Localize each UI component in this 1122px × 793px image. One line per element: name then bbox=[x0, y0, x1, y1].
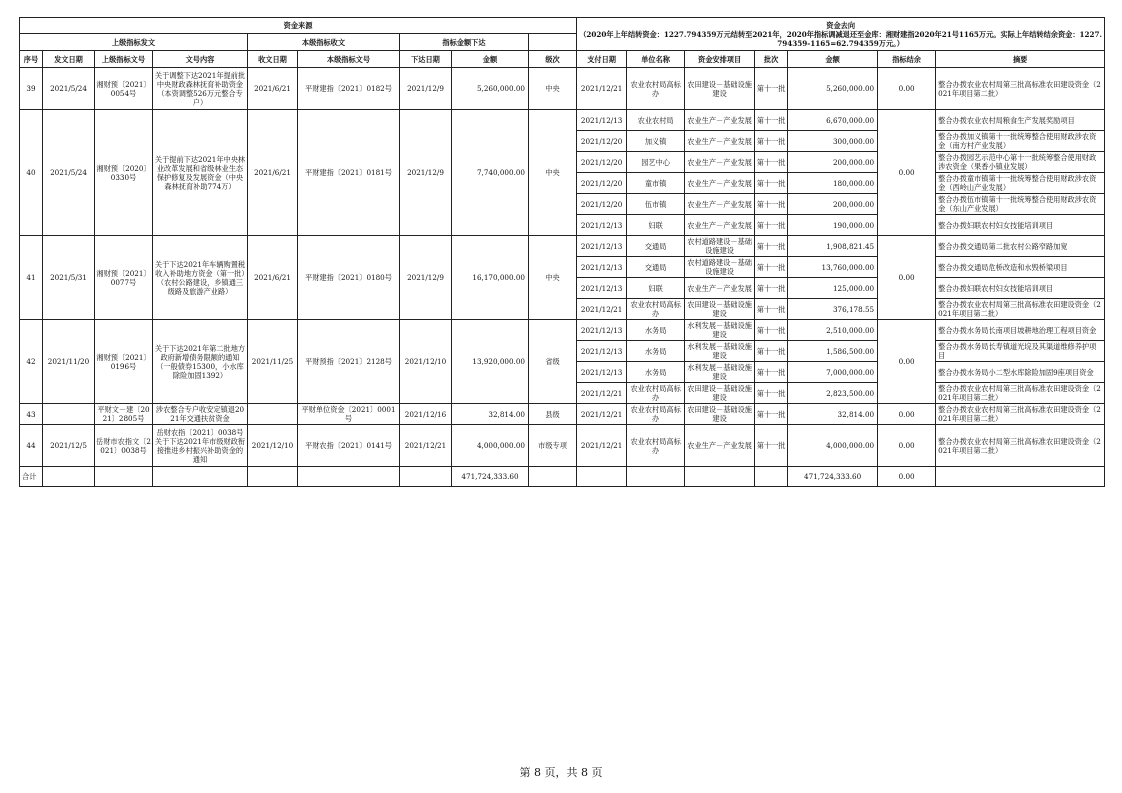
issue-date-cell: 2021/12/9 bbox=[400, 236, 452, 320]
batch-cell: 第十一批 bbox=[755, 362, 788, 383]
project-cell: 农田建设－基础设施建设 bbox=[685, 299, 755, 320]
local-doc-no-cell: 平财单位资金〔2021〕0001号 bbox=[298, 404, 400, 425]
unit-cell: 加义镇 bbox=[627, 131, 685, 152]
batch-cell: 第十一批 bbox=[755, 299, 788, 320]
batch-cell: 第十一批 bbox=[755, 68, 788, 110]
seq-cell: 44 bbox=[20, 425, 43, 467]
level-cell: 中央 bbox=[529, 236, 577, 320]
project-cell: 农业生产－产业发展 bbox=[685, 215, 755, 236]
unit-cell: 农业农村局高标办 bbox=[627, 404, 685, 425]
batch-cell: 第十一批 bbox=[755, 152, 788, 173]
summary-cell: 整合办拨妇联农村妇女技能培训项目 bbox=[936, 215, 1105, 236]
local-doc-no-cell: 平财农指〔2021〕0141号 bbox=[298, 425, 400, 467]
issue-date-cell: 2021/12/16 bbox=[400, 404, 452, 425]
batch-cell: 第十一批 bbox=[755, 278, 788, 299]
upper-doc-no-cell: 湘财预〔2021〕0077号 bbox=[95, 236, 153, 320]
doc-date-cell: 2021/5/24 bbox=[43, 68, 95, 110]
batch-cell: 第十一批 bbox=[755, 173, 788, 194]
source-title: 资金来源 bbox=[20, 18, 577, 34]
balance-cell: 0.00 bbox=[878, 68, 936, 110]
empty-cell bbox=[248, 467, 298, 487]
pay-amount-cell: 1,586,500.00 bbox=[788, 341, 878, 362]
summary-cell: 整合办拨农业农村局第三批高标准农田建设资金（2021年项目第二批） bbox=[936, 299, 1105, 320]
col-upper-doc-no: 上级指标文号 bbox=[95, 51, 153, 68]
pay-date-cell: 2021/12/21 bbox=[577, 425, 627, 467]
summary-cell: 整合办拨伍市镇第十一批统筹整合使用财政涉农资金（东山产业发展） bbox=[936, 194, 1105, 215]
pay-amount-cell: 32,814.00 bbox=[788, 404, 878, 425]
dest-title-cell bbox=[577, 18, 1105, 51]
col-amount: 金额 bbox=[452, 51, 529, 68]
local-group-header: 本级指标收文 bbox=[248, 34, 400, 51]
empty-cell bbox=[153, 467, 248, 487]
pay-date-cell: 2021/12/13 bbox=[577, 257, 627, 278]
doc-content-cell: 岳财农指〔2021〕0038号关于下达2021年市级财政衔接推进乡村振兴补助资金的通知 bbox=[153, 425, 248, 467]
level-cell: 县级 bbox=[529, 404, 577, 425]
dest-title: 资金去向 bbox=[826, 20, 856, 30]
pay-date-cell: 2021/12/20 bbox=[577, 152, 627, 173]
col-summary: 摘要 bbox=[936, 51, 1105, 68]
pay-date-cell: 2021/12/20 bbox=[577, 173, 627, 194]
project-cell: 水利发展－基础设施建设 bbox=[685, 362, 755, 383]
level-cell: 市级专项 bbox=[529, 425, 577, 467]
project-cell: 农田建设－基础设施建设 bbox=[685, 404, 755, 425]
batch-cell: 第十一批 bbox=[755, 383, 788, 404]
col-issue-date: 下达日期 bbox=[400, 51, 452, 68]
summary-cell: 整合办拨农业农村局第三批高标准农田建设资金（2021年项目第二批） bbox=[936, 383, 1105, 404]
batch-cell: 第十一批 bbox=[755, 194, 788, 215]
pay-date-cell: 2021/12/13 bbox=[577, 110, 627, 131]
level-cell: 中央 bbox=[529, 110, 577, 236]
pay-date-cell: 2021/12/13 bbox=[577, 341, 627, 362]
recv-date-cell: 2021/11/25 bbox=[248, 320, 298, 404]
balance-cell: 0.00 bbox=[878, 425, 936, 467]
balance-cell: 0.00 bbox=[878, 320, 936, 404]
batch-cell: 第十一批 bbox=[755, 110, 788, 131]
batch-cell: 第十一批 bbox=[755, 257, 788, 278]
unit-cell: 农业农村局高标办 bbox=[627, 383, 685, 404]
pay-date-cell: 2021/12/21 bbox=[577, 299, 627, 320]
empty-cell bbox=[577, 467, 627, 487]
seq-cell: 39 bbox=[20, 68, 43, 110]
pay-date-cell: 2021/12/20 bbox=[577, 194, 627, 215]
unit-cell: 农业农村局高标办 bbox=[627, 299, 685, 320]
table-row bbox=[20, 68, 1105, 110]
pay-amount-cell: 125,000.00 bbox=[788, 278, 878, 299]
page-footer: 第 8 页，共 8 页 bbox=[519, 766, 603, 779]
summary-cell: 整合办拨水务局小二型水库除险加固9座项目资金 bbox=[936, 362, 1105, 383]
pay-amount-cell: 200,000.00 bbox=[788, 152, 878, 173]
empty-cell bbox=[95, 467, 153, 487]
summary-cell: 整合办拨水务局长寿镇道光垸及其渠道维修养护项目 bbox=[936, 341, 1105, 362]
level-cell: 省级 bbox=[529, 320, 577, 404]
summary-cell: 整合办拨童市镇第十一批统筹整合使用财政涉农资金（西岭山产业发展） bbox=[936, 173, 1105, 194]
col-batch: 批次 bbox=[755, 51, 788, 68]
recv-date-cell bbox=[248, 404, 298, 425]
doc-date-cell: 2021/11/20 bbox=[43, 320, 95, 404]
unit-cell: 伍市镇 bbox=[627, 194, 685, 215]
unit-cell: 园艺中心 bbox=[627, 152, 685, 173]
summary-cell: 整合办拨园艺示范中心第十一批统筹整合使用财政涉农资金（果香小镇业发展） bbox=[936, 152, 1105, 173]
project-cell: 农业生产－产业发展 bbox=[685, 194, 755, 215]
issue-date-cell: 2021/12/9 bbox=[400, 68, 452, 110]
project-cell: 农村道路建设－基础设施建设 bbox=[685, 236, 755, 257]
project-cell: 农业生产－产业发展 bbox=[685, 278, 755, 299]
balance-cell: 0.00 bbox=[878, 110, 936, 236]
doc-content-cell: 关于调整下达2021年提前批中央财政森林抚育补助资金（本资调整526万元整合专户） bbox=[153, 68, 248, 110]
col-local-doc-no: 本级指标文号 bbox=[298, 51, 400, 68]
seq-cell: 42 bbox=[20, 320, 43, 404]
amount-cell: 16,170,000.00 bbox=[452, 236, 529, 320]
pay-amount-cell: 200,000.00 bbox=[788, 194, 878, 215]
project-cell: 水利发展－基础设施建设 bbox=[685, 341, 755, 362]
pay-amount-cell: 7,000,000.00 bbox=[788, 362, 878, 383]
total-balance: 0.00 bbox=[878, 467, 936, 487]
batch-cell: 第十一批 bbox=[755, 131, 788, 152]
summary-cell: 整合办拨农业农村局第三批高标准农田建设资金（2021年项目第二批） bbox=[936, 404, 1105, 425]
pay-amount-cell: 300,000.00 bbox=[788, 131, 878, 152]
doc-content-cell: 关于提前下达2021年中央林业改革发展和省级林业生态保护修复及发展资金（中央森林抚育补助774万） bbox=[153, 110, 248, 236]
upper-doc-no-cell: 湘财预〔2021〕0054号 bbox=[95, 68, 153, 110]
pay-date-cell: 2021/12/21 bbox=[577, 383, 627, 404]
batch-cell: 第十一批 bbox=[755, 425, 788, 467]
recv-date-cell: 2021/6/21 bbox=[248, 236, 298, 320]
doc-date-cell: 2021/5/31 bbox=[43, 236, 95, 320]
empty-cell bbox=[529, 467, 577, 487]
seq-cell: 41 bbox=[20, 236, 43, 320]
project-cell: 农业生产－产业发展 bbox=[685, 110, 755, 131]
funds-table bbox=[19, 17, 1105, 487]
level-cell: 中央 bbox=[529, 68, 577, 110]
summary-cell: 整合办拨妇联农村妇女技能培训项目 bbox=[936, 278, 1105, 299]
batch-cell: 第十一批 bbox=[755, 236, 788, 257]
amount-group-header: 指标金额下达 bbox=[400, 34, 529, 51]
total-row bbox=[20, 467, 1105, 487]
empty-cell bbox=[298, 467, 400, 487]
empty-cell bbox=[685, 467, 755, 487]
col-doc-date: 发文日期 bbox=[43, 51, 95, 68]
pay-date-cell: 2021/12/20 bbox=[577, 131, 627, 152]
balance-cell: 0.00 bbox=[878, 404, 936, 425]
summary-cell: 整合办拨加义镇第十一批统筹整合使用财政涉农资金（南方村产业发展） bbox=[936, 131, 1105, 152]
summary-cell: 整合办拨水务局长南项目坡耕地治理工程项目资金 bbox=[936, 320, 1105, 341]
table-row bbox=[20, 404, 1105, 425]
pay-date-cell: 2021/12/13 bbox=[577, 362, 627, 383]
unit-cell: 水务局 bbox=[627, 341, 685, 362]
seq-cell: 43 bbox=[20, 404, 43, 425]
pay-amount-cell: 13,760,000.00 bbox=[788, 257, 878, 278]
amount-cell: 32,814.00 bbox=[452, 404, 529, 425]
unit-cell: 交通局 bbox=[627, 257, 685, 278]
pay-amount-cell: 376,178.55 bbox=[788, 299, 878, 320]
doc-content-cell: 涉农整合专户收安定镇退2021年交通扶贫资金 bbox=[153, 404, 248, 425]
local-doc-no-cell: 平财预指〔2021〕2128号 bbox=[298, 320, 400, 404]
col-seq: 序号 bbox=[20, 51, 43, 68]
project-cell: 水利发展－基础设施建设 bbox=[685, 320, 755, 341]
project-cell: 农业生产－产业发展 bbox=[685, 152, 755, 173]
pay-amount-cell: 5,260,000.00 bbox=[788, 68, 878, 110]
pay-date-cell: 2021/12/21 bbox=[577, 68, 627, 110]
doc-date-cell: 2021/5/24 bbox=[43, 110, 95, 236]
summary-cell: 整合办拨交通局危桥改造和水毁桥梁项目 bbox=[936, 257, 1105, 278]
pay-date-cell: 2021/12/13 bbox=[577, 215, 627, 236]
doc-date-cell: 2021/12/5 bbox=[43, 425, 95, 467]
col-doc-content: 文号内容 bbox=[153, 51, 248, 68]
project-cell: 农村道路建设－基础设施建设 bbox=[685, 257, 755, 278]
issue-date-cell: 2021/12/9 bbox=[400, 110, 452, 236]
pay-date-cell: 2021/12/13 bbox=[577, 236, 627, 257]
balance-cell: 0.00 bbox=[878, 236, 936, 320]
project-cell: 农业生产－产业发展 bbox=[685, 173, 755, 194]
batch-cell: 第十一批 bbox=[755, 320, 788, 341]
issue-date-cell: 2021/12/21 bbox=[400, 425, 452, 467]
doc-date-cell bbox=[43, 404, 95, 425]
empty-cell bbox=[936, 467, 1105, 487]
empty-cell bbox=[400, 467, 452, 487]
local-doc-no-cell: 平财建指〔2021〕0182号 bbox=[298, 68, 400, 110]
recv-date-cell: 2021/6/21 bbox=[248, 68, 298, 110]
table-row bbox=[20, 110, 1105, 131]
total-pay-amount: 471,724,333.60 bbox=[788, 467, 878, 487]
empty-cell bbox=[43, 467, 95, 487]
batch-cell: 第十一批 bbox=[755, 404, 788, 425]
unit-cell: 水务局 bbox=[627, 362, 685, 383]
col-level: 级次 bbox=[529, 51, 577, 68]
summary-cell: 整合办拨农业农村局粮食生产发展奖励项目 bbox=[936, 110, 1105, 131]
pay-amount-cell: 2,510,000.00 bbox=[788, 320, 878, 341]
upper-doc-no-cell: 湘财预〔2020〕0330号 bbox=[95, 110, 153, 236]
unit-cell: 农业农村局高标办 bbox=[627, 68, 685, 110]
empty-cell bbox=[755, 467, 788, 487]
issue-date-cell: 2021/12/10 bbox=[400, 320, 452, 404]
doc-content-cell: 关于下达2021年第二批地方政府新增债务限额的通知（一般债券15300，小水库除险加固1392） bbox=[153, 320, 248, 404]
col-project: 资金安排项目 bbox=[685, 51, 755, 68]
pay-amount-cell: 190,000.00 bbox=[788, 215, 878, 236]
project-cell: 农田建设－基础设施建设 bbox=[685, 383, 755, 404]
unit-cell: 交通局 bbox=[627, 236, 685, 257]
pay-amount-cell: 180,000.00 bbox=[788, 173, 878, 194]
pay-date-cell: 2021/12/13 bbox=[577, 278, 627, 299]
upper-doc-no-cell: 平财文－建〔2021〕2805号 bbox=[95, 404, 153, 425]
unit-cell: 农业农村局 bbox=[627, 110, 685, 131]
pay-date-cell: 2021/12/13 bbox=[577, 320, 627, 341]
col-pay-date: 支付日期 bbox=[577, 51, 627, 68]
recv-date-cell: 2021/6/21 bbox=[248, 110, 298, 236]
table-row bbox=[20, 320, 1105, 341]
doc-content-cell: 关于下达2021年车辆购置税收入补助地方资金（第一批）（农村公路建设，乡镇通三级路及旅游产业路） bbox=[153, 236, 248, 320]
project-cell: 农业生产－产业发展 bbox=[685, 425, 755, 467]
upper-group-header: 上级指标发文 bbox=[20, 34, 248, 51]
col-unit: 单位名称 bbox=[627, 51, 685, 68]
recv-date-cell: 2021/12/10 bbox=[248, 425, 298, 467]
table-body bbox=[20, 68, 1105, 487]
col-balance: 指标结余 bbox=[878, 51, 936, 68]
pay-amount-cell: 2,823,500.00 bbox=[788, 383, 878, 404]
amount-cell: 13,920,000.00 bbox=[452, 320, 529, 404]
empty-cell bbox=[627, 467, 685, 487]
project-cell: 农田建设－基础设施建设 bbox=[685, 68, 755, 110]
seq-cell: 40 bbox=[20, 110, 43, 236]
amount-cell: 7,740,000.00 bbox=[452, 110, 529, 236]
dest-note: （2020年上年结转资金：1227.794359万元结转至2021年，2020年指标调减退还至金库：湘财建指2020年21号1165万元。实际上年结转结余资金：1227.794359-1165=62.794359万元。） bbox=[579, 29, 1103, 48]
batch-cell: 第十一批 bbox=[755, 341, 788, 362]
amount-cell: 5,260,000.00 bbox=[452, 68, 529, 110]
unit-cell: 农业农村局高标办 bbox=[627, 425, 685, 467]
pay-date-cell: 2021/12/21 bbox=[577, 404, 627, 425]
batch-cell: 第十一批 bbox=[755, 215, 788, 236]
unit-cell: 妇联 bbox=[627, 215, 685, 236]
unit-cell: 水务局 bbox=[627, 320, 685, 341]
blank-header bbox=[529, 34, 577, 51]
col-recv-date: 收文日期 bbox=[248, 51, 298, 68]
table-row bbox=[20, 425, 1105, 467]
project-cell: 农业生产－产业发展 bbox=[685, 131, 755, 152]
pay-amount-cell: 6,670,000.00 bbox=[788, 110, 878, 131]
col-pay-amount: 金额 bbox=[788, 51, 878, 68]
summary-cell: 整合办拨农业农村局第三批高标准农田建设资金（2021年项目第二批） bbox=[936, 425, 1105, 467]
unit-cell: 妇联 bbox=[627, 278, 685, 299]
pay-amount-cell: 4,000,000.00 bbox=[788, 425, 878, 467]
amount-cell: 4,000,000.00 bbox=[452, 425, 529, 467]
total-label: 合计 bbox=[20, 467, 43, 487]
summary-cell: 整合办拨农业农村局第三批高标准农田建设资金（2021年项目第二批） bbox=[936, 68, 1105, 110]
local-doc-no-cell: 平财建指〔2021〕0180号 bbox=[298, 236, 400, 320]
table-row bbox=[20, 236, 1105, 257]
total-amount: 471,724,333.60 bbox=[452, 467, 529, 487]
upper-doc-no-cell: 岳财市农指文〔2021〕0038号 bbox=[95, 425, 153, 467]
unit-cell: 童市镇 bbox=[627, 173, 685, 194]
upper-doc-no-cell: 湘财预〔2021〕0196号 bbox=[95, 320, 153, 404]
pay-amount-cell: 1,908,821.45 bbox=[788, 236, 878, 257]
local-doc-no-cell: 平财建指〔2021〕0181号 bbox=[298, 110, 400, 236]
summary-cell: 整合办拨交通局第二批农村公路窄路加宽 bbox=[936, 236, 1105, 257]
